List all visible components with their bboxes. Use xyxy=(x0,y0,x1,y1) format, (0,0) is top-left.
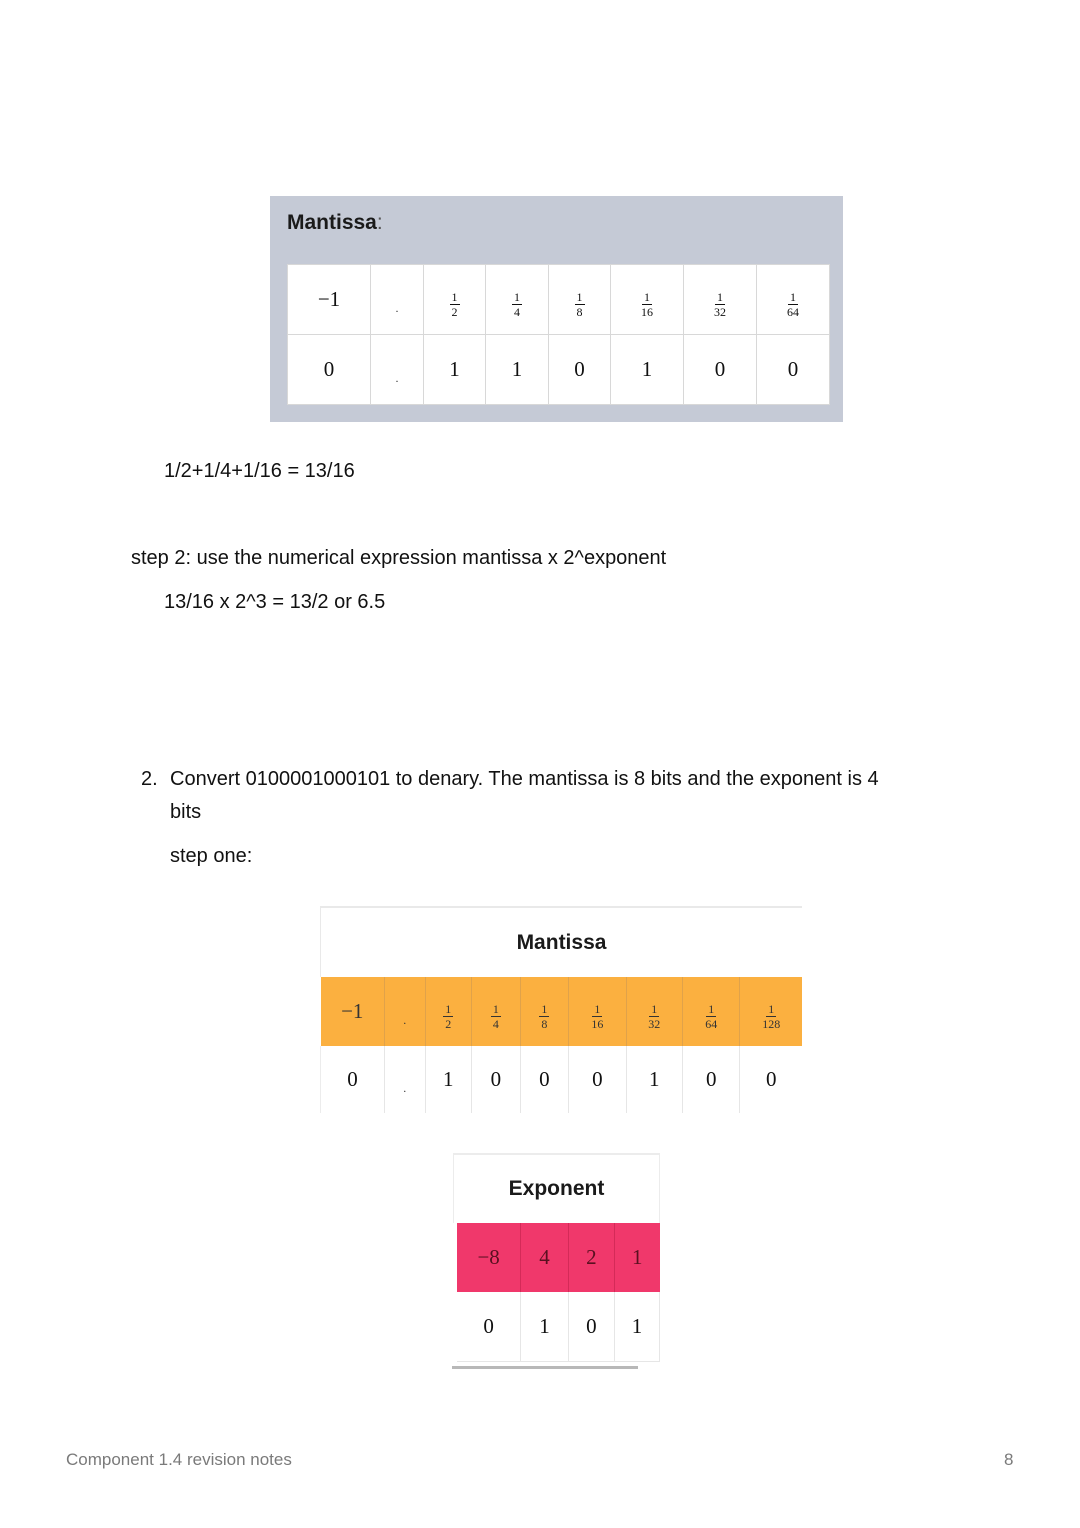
question-number: 2. xyxy=(141,768,158,790)
mantissa-table-1-title: Mantissa: xyxy=(287,211,383,234)
fraction-sum-line: 1/2+1/4+1/16 = 13/16 xyxy=(164,460,355,482)
mantissa-table-2-grid xyxy=(320,977,802,1113)
mantissa-1-bits-row xyxy=(288,335,830,405)
bit-cell: 1 xyxy=(611,335,684,405)
binary-point-cell: . xyxy=(384,1046,425,1113)
question-text-line-2: bits xyxy=(170,801,202,823)
mantissa-table-2-title: Mantissa xyxy=(320,906,802,977)
place-value-cell: $\frac{1}{2}$ xyxy=(424,265,486,335)
step-one-label: step one: xyxy=(170,845,253,867)
bit-cell: 0 xyxy=(549,335,611,405)
denominator: 2 xyxy=(451,304,458,319)
footer-document-title: Component 1.4 revision notes xyxy=(66,1450,292,1469)
bit-cell: 0 xyxy=(457,1292,521,1362)
calculation-line: 13/16 x 2^3 = 13/2 or 6.5 xyxy=(164,591,386,613)
binary-point-cell: . xyxy=(371,265,424,335)
place-value-cell: $\frac{1}{16}$ xyxy=(569,977,626,1046)
bit-cell: 1 xyxy=(615,1292,660,1362)
place-value-cell: 1 xyxy=(615,1223,660,1292)
mantissa-2-place-values-row xyxy=(321,977,803,1046)
bit-cell: 1 xyxy=(486,335,549,405)
bit-cell: 1 xyxy=(521,1292,568,1362)
bit-cell: 0 xyxy=(569,1046,626,1113)
mantissa-table-2 xyxy=(320,906,802,1114)
place-value-cell: −1 xyxy=(321,977,385,1046)
mantissa-1-place-values-row xyxy=(288,265,830,335)
bit-cell: 0 xyxy=(520,1046,569,1113)
place-value-cell: $\frac{1}{32}$ xyxy=(626,977,682,1046)
place-value-cell: $\frac{1}{128}$ xyxy=(740,977,802,1046)
bit-cell: 0 xyxy=(740,1046,802,1113)
bit-cell: 0 xyxy=(757,335,830,405)
place-value-cell: 2 xyxy=(568,1223,614,1292)
bit-cell: 1 xyxy=(626,1046,682,1113)
place-value-cell: $\frac{1}{4}$ xyxy=(472,977,521,1046)
place-value-cell: $\frac{1}{8}$ xyxy=(520,977,569,1046)
bit-cell: 0 xyxy=(683,1046,740,1113)
question-text-line-1: Convert 0100001000101 to denary. The mantissa is 8 bits and the exponent is 4 xyxy=(170,768,879,790)
place-value-cell: 4 xyxy=(521,1223,568,1292)
bit-cell: 1 xyxy=(424,335,486,405)
step-2-instruction: step 2: use the numerical expression mantissa x 2^exponent xyxy=(131,547,667,569)
bit-cell: 1 xyxy=(425,1046,472,1113)
binary-point-cell: . xyxy=(371,335,424,405)
bit-cell: 0 xyxy=(472,1046,521,1113)
place-value-cell: $\frac{1}{4}$ xyxy=(486,265,549,335)
mantissa-table-1-grid xyxy=(287,264,830,405)
place-value-cell: $\frac{1}{8}$ xyxy=(549,265,611,335)
bit-cell: 0 xyxy=(321,1046,385,1113)
place-value-cell: $\frac{1}{64}$ xyxy=(683,977,740,1046)
place-value-cell: −1 xyxy=(288,265,371,335)
bit-cell: 0 xyxy=(288,335,371,405)
exponent-table xyxy=(453,1153,660,1369)
mantissa-2-bits-row xyxy=(321,1046,803,1113)
page-number: 8 xyxy=(1004,1450,1014,1469)
place-value-cell: $\frac{1}{64}$ xyxy=(757,265,830,335)
place-value-cell: $\frac{1}{16}$ xyxy=(611,265,684,335)
place-value-cell: $\frac{1}{2}$ xyxy=(425,977,472,1046)
exponent-table-underline xyxy=(452,1366,638,1369)
exponent-table-grid xyxy=(457,1223,660,1362)
exponent-place-values-row xyxy=(457,1223,660,1292)
mantissa-table-1 xyxy=(270,196,843,422)
exponent-bits-row xyxy=(457,1292,660,1362)
exponent-table-title: Exponent xyxy=(453,1153,660,1223)
place-value-cell: −8 xyxy=(457,1223,521,1292)
bit-cell: 0 xyxy=(684,335,757,405)
binary-point-cell: . xyxy=(384,977,425,1046)
place-value-cell: $\frac{1}{32}$ xyxy=(684,265,757,335)
bit-cell: 0 xyxy=(568,1292,614,1362)
